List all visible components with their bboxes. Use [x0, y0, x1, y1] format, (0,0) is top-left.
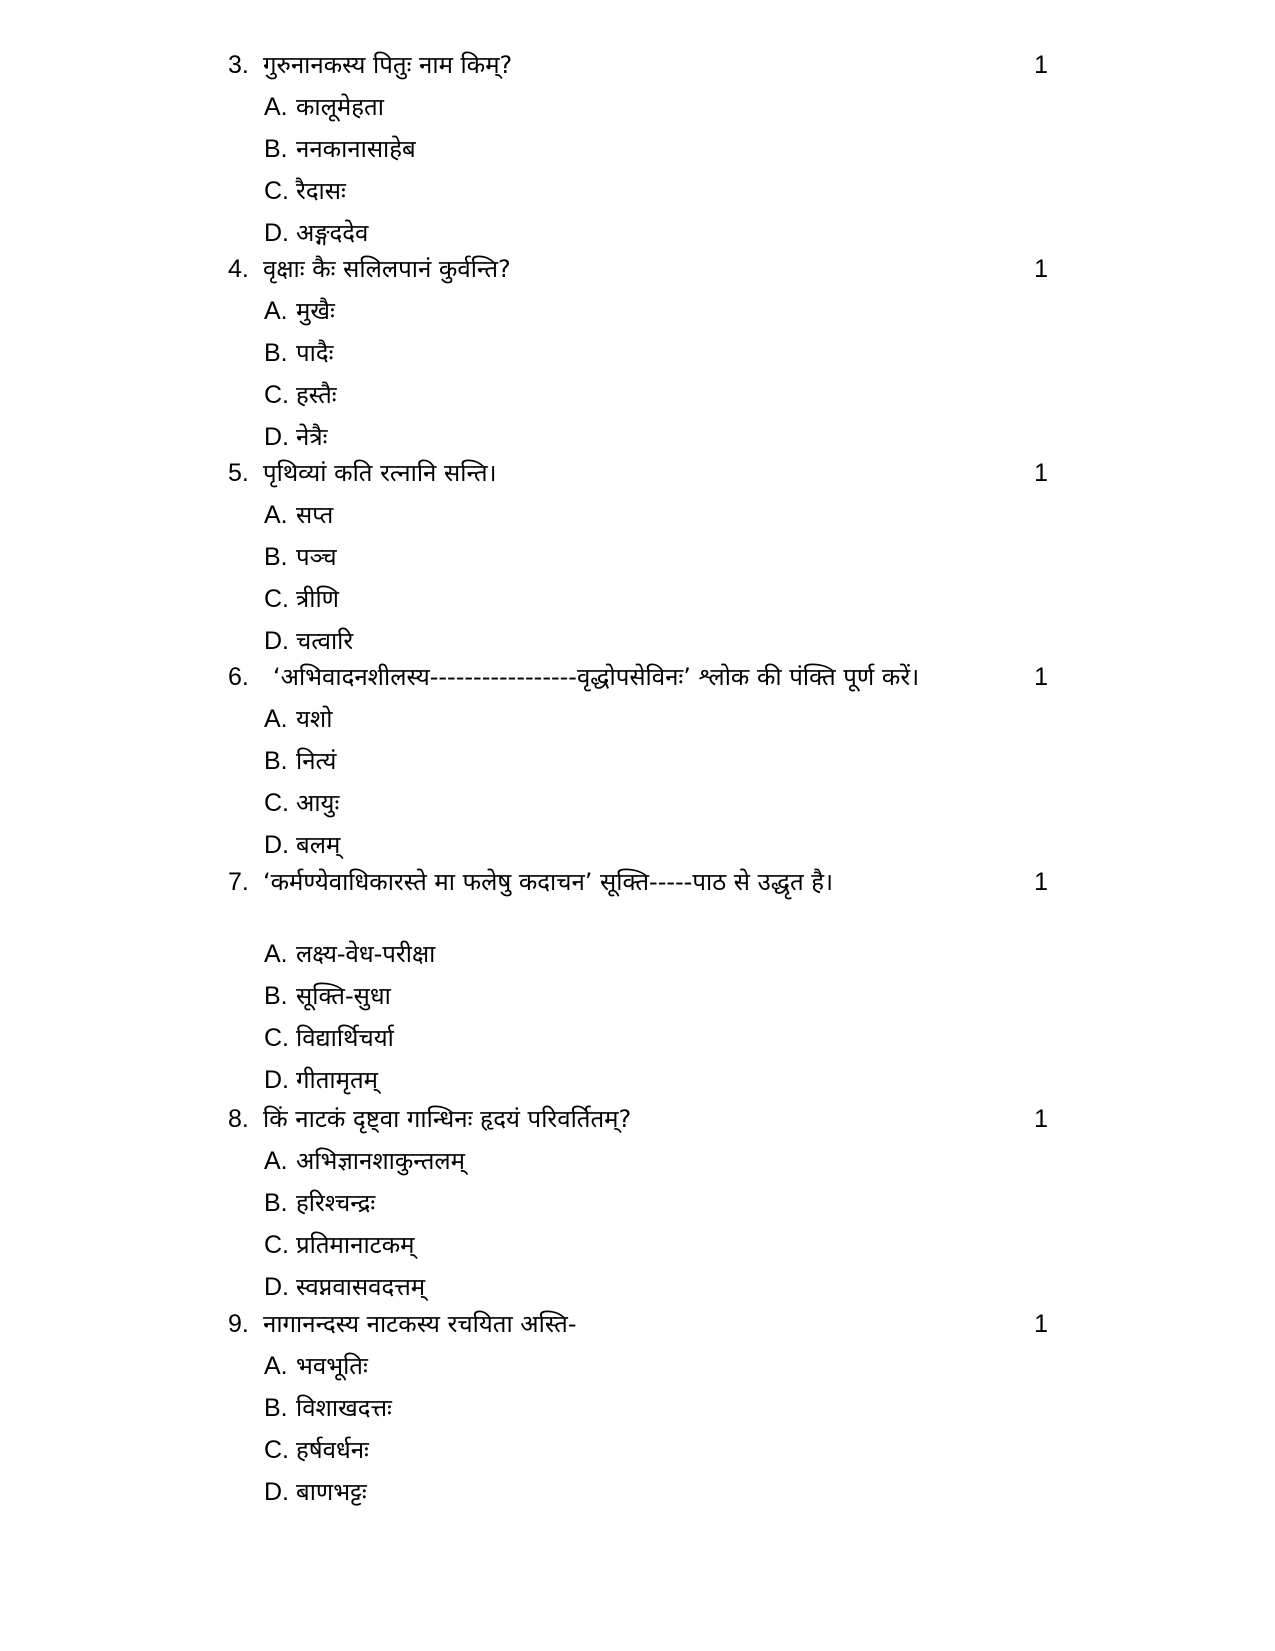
option-text: यशो — [296, 705, 333, 733]
option-text: त्रीणि — [296, 585, 340, 613]
option-letter: A. — [264, 940, 288, 968]
option-letter: A. — [264, 501, 288, 529]
option-letter: C. — [264, 1024, 289, 1052]
option-list — [264, 86, 1048, 254]
question-3 — [228, 44, 1048, 254]
option-letter: B. — [264, 747, 288, 775]
option-letter: A. — [264, 705, 288, 733]
option-text: बाणभट्टः — [296, 1478, 367, 1506]
option-text: गीतामृतम् — [296, 1066, 379, 1094]
option-text: हर्षवर्धनः — [296, 1436, 369, 1464]
option-text: कालूमेहता — [296, 93, 384, 121]
question-line — [228, 248, 1048, 290]
question-6 — [228, 656, 1048, 866]
option-list — [264, 933, 1048, 1101]
question-number: 4. — [228, 255, 249, 283]
option-a — [264, 86, 1048, 128]
option-text: सूक्ति-सुधा — [296, 982, 391, 1010]
option-b — [264, 740, 1048, 782]
option-list — [264, 290, 1048, 458]
option-text: सप्त — [296, 501, 334, 529]
option-b — [264, 332, 1048, 374]
question-number: 8. — [228, 1105, 249, 1133]
option-letter: C. — [264, 381, 289, 409]
option-letter: D. — [264, 1478, 289, 1506]
option-letter: D. — [264, 1066, 289, 1094]
option-text: आयुः — [296, 789, 340, 817]
question-marks: 1 — [1034, 663, 1048, 691]
option-letter: A. — [264, 1352, 288, 1380]
option-list — [264, 1140, 1048, 1308]
option-letter: B. — [264, 1394, 288, 1422]
option-letter: B. — [264, 982, 288, 1010]
option-text: प्रतिमानाटकम् — [296, 1231, 415, 1259]
option-list — [264, 494, 1048, 662]
option-b — [264, 1387, 1048, 1429]
option-d — [264, 1471, 1048, 1513]
question-text: ‘अभिवादनशीलस्य-----------------वृद्धोपसेविनः’ श्लोक की पंक्ति पूर्ण करें। — [273, 663, 920, 691]
option-c — [264, 374, 1048, 416]
question-number: 9. — [228, 1310, 249, 1338]
option-a — [264, 1345, 1048, 1387]
question-marks: 1 — [1034, 255, 1048, 283]
question-text: गुरुनानकस्य पितुः नाम किम्? — [263, 51, 513, 79]
question-text: नागानन्दस्य नाटकस्य रचयिता अस्ति- — [263, 1310, 577, 1338]
option-list — [264, 698, 1048, 866]
option-text: हस्तैः — [296, 381, 337, 409]
option-text: ननकानासाहेब — [296, 135, 416, 163]
option-text: नेत्रैः — [296, 423, 328, 451]
question-marks: 1 — [1034, 459, 1048, 487]
option-a — [264, 1140, 1048, 1182]
option-a — [264, 290, 1048, 332]
option-text: स्वप्नवासवदत्तम् — [296, 1273, 426, 1301]
question-7 — [228, 861, 1048, 1101]
option-text: पञ्च — [296, 543, 337, 571]
question-4 — [228, 248, 1048, 458]
question-marks: 1 — [1034, 51, 1048, 79]
option-text: पादैः — [296, 339, 334, 367]
option-b — [264, 975, 1048, 1017]
option-c — [264, 1429, 1048, 1471]
option-c — [264, 1017, 1048, 1059]
option-letter: D. — [264, 219, 289, 247]
option-text: विद्यार्थिचर्या — [296, 1024, 394, 1052]
question-line — [228, 861, 1048, 903]
question-line — [228, 1098, 1048, 1140]
question-number: 6. — [228, 663, 249, 691]
question-text: वृक्षाः कैः सलिलपानं कुर्वन्ति? — [263, 255, 511, 283]
question-5 — [228, 452, 1048, 662]
option-letter: B. — [264, 1189, 288, 1217]
question-marks: 1 — [1034, 868, 1048, 896]
option-letter: B. — [264, 543, 288, 571]
option-text: रैदासः — [296, 177, 346, 205]
option-d — [264, 1059, 1048, 1101]
option-letter: C. — [264, 585, 289, 613]
question-marks: 1 — [1034, 1310, 1048, 1338]
option-text: नित्यं — [296, 747, 337, 775]
option-b — [264, 1182, 1048, 1224]
option-letter: A. — [264, 1147, 288, 1175]
question-number: 3. — [228, 51, 249, 79]
option-a — [264, 494, 1048, 536]
option-c — [264, 578, 1048, 620]
option-text: चत्वारि — [296, 627, 354, 655]
question-line — [228, 452, 1048, 494]
question-text: किं नाटकं दृष्ट्वा गान्धिनः हृदयं परिवर्तितम्? — [263, 1105, 632, 1133]
option-list — [264, 1345, 1048, 1513]
option-c — [264, 170, 1048, 212]
option-letter: B. — [264, 135, 288, 163]
option-letter: B. — [264, 339, 288, 367]
option-letter: D. — [264, 1273, 289, 1301]
option-a — [264, 933, 1048, 975]
option-text: हरिश्चन्द्रः — [296, 1189, 376, 1217]
option-letter: C. — [264, 177, 289, 205]
question-line — [228, 656, 1048, 698]
question-text: पृथिव्यां कति रत्नानि सन्ति। — [263, 459, 497, 487]
option-letter: D. — [264, 627, 289, 655]
option-a — [264, 698, 1048, 740]
option-d — [264, 824, 1048, 866]
option-letter: A. — [264, 93, 288, 121]
option-text: विशाखदत्तः — [296, 1394, 392, 1422]
question-line — [228, 44, 1048, 86]
question-line — [228, 1303, 1048, 1345]
option-b — [264, 128, 1048, 170]
option-text: अभिज्ञानशाकुन्तलम् — [296, 1147, 466, 1175]
option-d — [264, 1266, 1048, 1308]
option-text: अङ्गददेव — [296, 219, 369, 247]
question-number: 7. — [228, 868, 249, 896]
option-text: लक्ष्य-वेध-परीक्षा — [296, 940, 436, 968]
question-text: ‘कर्मण्येवाधिकारस्ते मा फलेषु कदाचन’ सूक्ति-----पाठ से उद्धृत है। — [263, 868, 834, 896]
question-marks: 1 — [1034, 1105, 1048, 1133]
option-c — [264, 782, 1048, 824]
option-letter: D. — [264, 831, 289, 859]
option-b — [264, 536, 1048, 578]
option-letter: D. — [264, 423, 289, 451]
question-9 — [228, 1303, 1048, 1513]
option-letter: A. — [264, 297, 288, 325]
question-number: 5. — [228, 459, 249, 487]
question-8 — [228, 1098, 1048, 1308]
option-letter: C. — [264, 789, 289, 817]
option-letter: C. — [264, 1436, 289, 1464]
option-text: भवभूतिः — [296, 1352, 368, 1380]
option-text: मुखैः — [296, 297, 335, 325]
option-letter: C. — [264, 1231, 289, 1259]
option-text: बलम् — [296, 831, 341, 859]
option-c — [264, 1224, 1048, 1266]
